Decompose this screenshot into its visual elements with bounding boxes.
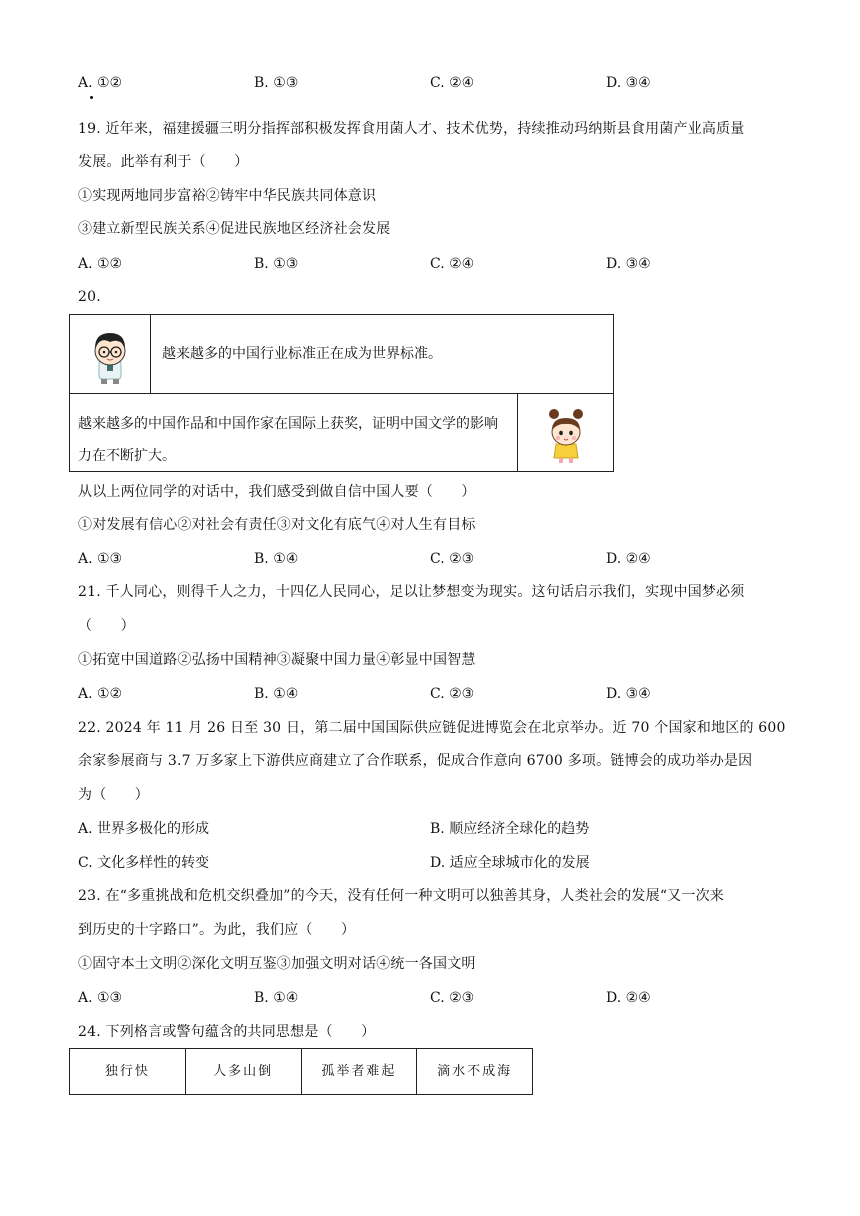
q20-stem: 从以上两位同学的对话中，我们感受到做自信中国人要（ ） <box>78 484 476 500</box>
dialogue-row-2 <box>70 394 613 471</box>
q19-option-a[interactable]: A. ①② <box>78 256 123 272</box>
q18-option-a[interactable]: A. ①② <box>78 75 123 91</box>
q23-stem-line1: 23. 在“多重挑战和危机交织叠加”的今天，没有任何一种文明可以独善其身，人类社会的发展“又一次来 <box>78 888 724 904</box>
q19-option-c[interactable]: C. ②④ <box>430 256 475 272</box>
q23-option-a[interactable]: A. ①③ <box>78 990 123 1006</box>
q21-statements: ①拓宽中国道路②弘扬中国精神③凝聚中国力量④彰显中国智慧 <box>78 652 476 668</box>
q18-option-c[interactable]: C. ②④ <box>430 75 475 91</box>
proverb-cell: 人多山倒 <box>186 1049 302 1094</box>
q21-stem-line2: （ ） <box>78 618 135 634</box>
q19-option-b[interactable]: B. ①③ <box>254 256 299 272</box>
q22-stem-line1: 22. 2024 年 11 月 26 日至 30 日，第二届中国国际供应链促进博览会在北京举办。近 70 个国家和地区的 600 <box>78 720 786 736</box>
q23-option-d[interactable]: D. ②④ <box>606 990 651 1006</box>
q23-statements: ①固守本土文明②深化文明互鉴③加强文明对话④统一各国文明 <box>78 956 476 972</box>
girl-avatar <box>517 394 614 471</box>
q20-option-d[interactable]: D. ②④ <box>606 551 651 567</box>
boy-avatar <box>70 315 151 393</box>
proverb-cell: 独行快 <box>70 1049 186 1094</box>
q20-option-c[interactable]: C. ②③ <box>430 551 475 567</box>
q24-stem: 24. 下列格言或警句蕴含的共同思想是（ ） <box>78 1024 376 1040</box>
q21-option-b[interactable]: B. ①④ <box>254 686 299 702</box>
dialogue-table <box>69 314 614 472</box>
q20-statements: ①对发展有信心②对社会有责任③对文化有底气④对人生有目标 <box>78 517 476 533</box>
q21-option-a[interactable]: A. ①② <box>78 686 123 702</box>
q18-option-b[interactable]: B. ①③ <box>254 75 299 91</box>
q22-stem-line3: 为（ ） <box>78 787 149 803</box>
q18-option-d[interactable]: D. ③④ <box>606 75 651 91</box>
proverb-cell: 孤举者难起 <box>302 1049 418 1094</box>
proverb-table <box>69 1048 533 1095</box>
q21-option-c[interactable]: C. ②③ <box>430 686 475 702</box>
q22-option-c[interactable]: C. 文化多样性的转变 <box>78 855 210 871</box>
q19-stem-line1: 19. 近年来，福建援疆三明分指挥部积极发挥食用菌人才、技术优势，持续推动玛纳斯县食用菌产业高质量 <box>78 121 745 137</box>
q22-option-a[interactable]: A. 世界多极化的形成 <box>78 821 210 837</box>
q21-stem-line1: 21. 千人同心，则得千人之力，十四亿人民同心，足以让梦想变为现实。这句话启示我们，实现中国梦必须 <box>78 584 745 600</box>
q23-option-b[interactable]: B. ①④ <box>254 990 299 1006</box>
q19-statements-line1: ①实现两地同步富裕②铸牢中华民族共同体意识 <box>78 188 377 204</box>
q20-number: 20. <box>78 289 101 305</box>
stray-dot <box>90 96 93 99</box>
dialogue-text-2: 越来越多的中国作品和中国作家在国际上获奖，证明中国文学的影响力在不断扩大。 <box>78 416 498 464</box>
proverb-cell: 滴水不成海 <box>437 1064 513 1079</box>
dialogue-row-1 <box>70 315 613 394</box>
q22-stem-line2: 余家参展商与 3.7 万多家上下游供应商建立了合作联系，促成合作意向 6700 多项。链博会的成功举办是因 <box>78 753 753 769</box>
q19-option-d[interactable]: D. ③④ <box>606 256 651 272</box>
q23-option-c[interactable]: C. ②③ <box>430 990 475 1006</box>
q23-stem-line2: 到历史的十字路口”。为此，我们应（ ） <box>78 922 356 938</box>
q22-option-d[interactable]: D. 适应全球城市化的发展 <box>430 855 590 871</box>
q19-statements-line2: ③建立新型民族关系④促进民族地区经济社会发展 <box>78 221 391 237</box>
q20-option-b[interactable]: B. ①④ <box>254 551 299 567</box>
dialogue-text-1: 越来越多的中国行业标准正在成为世界标准。 <box>162 346 442 362</box>
q21-option-d[interactable]: D. ③④ <box>606 686 651 702</box>
q22-option-b[interactable]: B. 顺应经济全球化的趋势 <box>430 821 590 837</box>
q19-stem-line2: 发展。此举有利于（ ） <box>78 154 249 170</box>
q20-option-a[interactable]: A. ①③ <box>78 551 123 567</box>
